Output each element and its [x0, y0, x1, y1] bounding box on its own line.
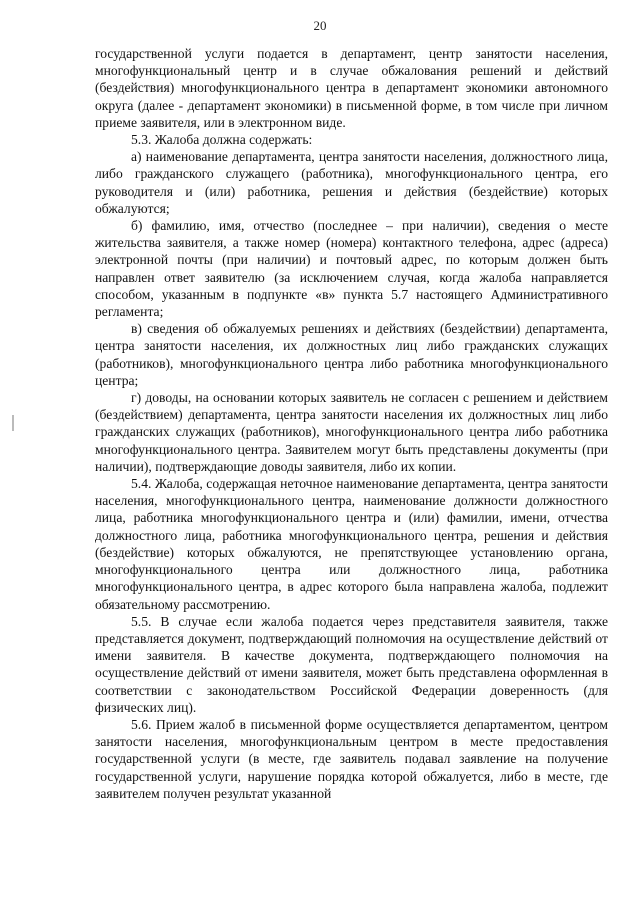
page-number: 20	[313, 18, 327, 33]
document-body	[95, 45, 608, 802]
paragraph-5-4: 5.4. Жалоба, содержащая неточное наименование департамента, центра занятости населения, многофункционального центра, наименование должности должностного лица, работника многофункционального центра и (или) фамилии, имени, отчества должностного лица, работника многофункционального центра, решения и действия (бездействие) которых обжалуются, не препятствующее установлению органа, многофункционального центра или должностного лица, работника многофункционального центра, в адрес которого была направлена жалоба, подлежит обязательному рассмотрению.	[95, 476, 608, 612]
paragraph-5-3-b: б) фамилию, имя, отчество (последнее – при наличии), сведения о месте жительства заявителя, а также номер (номера) контактного телефона, адрес (адреса) электронной почты (при наличии) и почтовый адрес, по которым должен быть направлен ответ заявителю (за исключением случая, когда жалоба направляется способом, указанным в подпункте «в» пункта 5.7 настоящего Административного регламента;	[95, 218, 608, 320]
paragraph-5-3-g: г) доводы, на основании которых заявитель не согласен с решением и действием (бездействием) департамента, центра занятости населения их должностных лиц либо гражданских служащих (работников), многофункционального центра либо работника многофункционального центра. Заявителем могут быть представлены документы (при наличии), подтверждающие доводы заявителя, либо их копии.	[95, 390, 608, 474]
margin-mark	[12, 415, 14, 431]
paragraph-5-3-a: а) наименование департамента, центра занятости населения, должностного лица, либо гражданского служащего (работника), многофункционального центра, его руководителя и (или) работника, решения и действия (бездействие) которых обжалуются;	[95, 149, 608, 216]
paragraph-5-3-heading: 5.3. Жалоба должна содержать:	[131, 132, 313, 148]
paragraph-continuation: государственной услуги подается в департамент, центр занятости населения, многофункциональный центр и в случае обжалования решений и действий (бездействия) многофункционального центра в департамент экономики автономного округа (далее - департамент экономики) в письменной форме, в том числе при личном приеме заявителя, или в электронном виде.	[95, 46, 608, 130]
paragraph-5-3-v: в) сведения об обжалуемых решениях и действиях (бездействии) департамента, центра занятости населения, их должностных лиц либо гражданских служащих (работников), многофункционального центра либо работника многофункционального центра;	[95, 321, 608, 388]
paragraph-5-5: 5.5. В случае если жалоба подается через представителя заявителя, также представляется документ, подтверждающий полномочия на осуществление действий от имени заявителя. В качестве документа, подтверждающего полномочия на осуществление действий от имени заявителя, может быть представлена оформленная в соответствии с законодательством Российской Федерации доверенность (для физических лиц).	[95, 613, 608, 715]
paragraph-5-6: 5.6. Прием жалоб в письменной форме осуществляется департаментом, центром занятости населения, многофункциональным центром в месте предоставления государственной услуги (в месте, где заявитель подавал заявление на получение государственной услуги, нарушение порядка которой обжалуется, либо в месте, где заявителем получен результат указанной	[95, 716, 608, 801]
